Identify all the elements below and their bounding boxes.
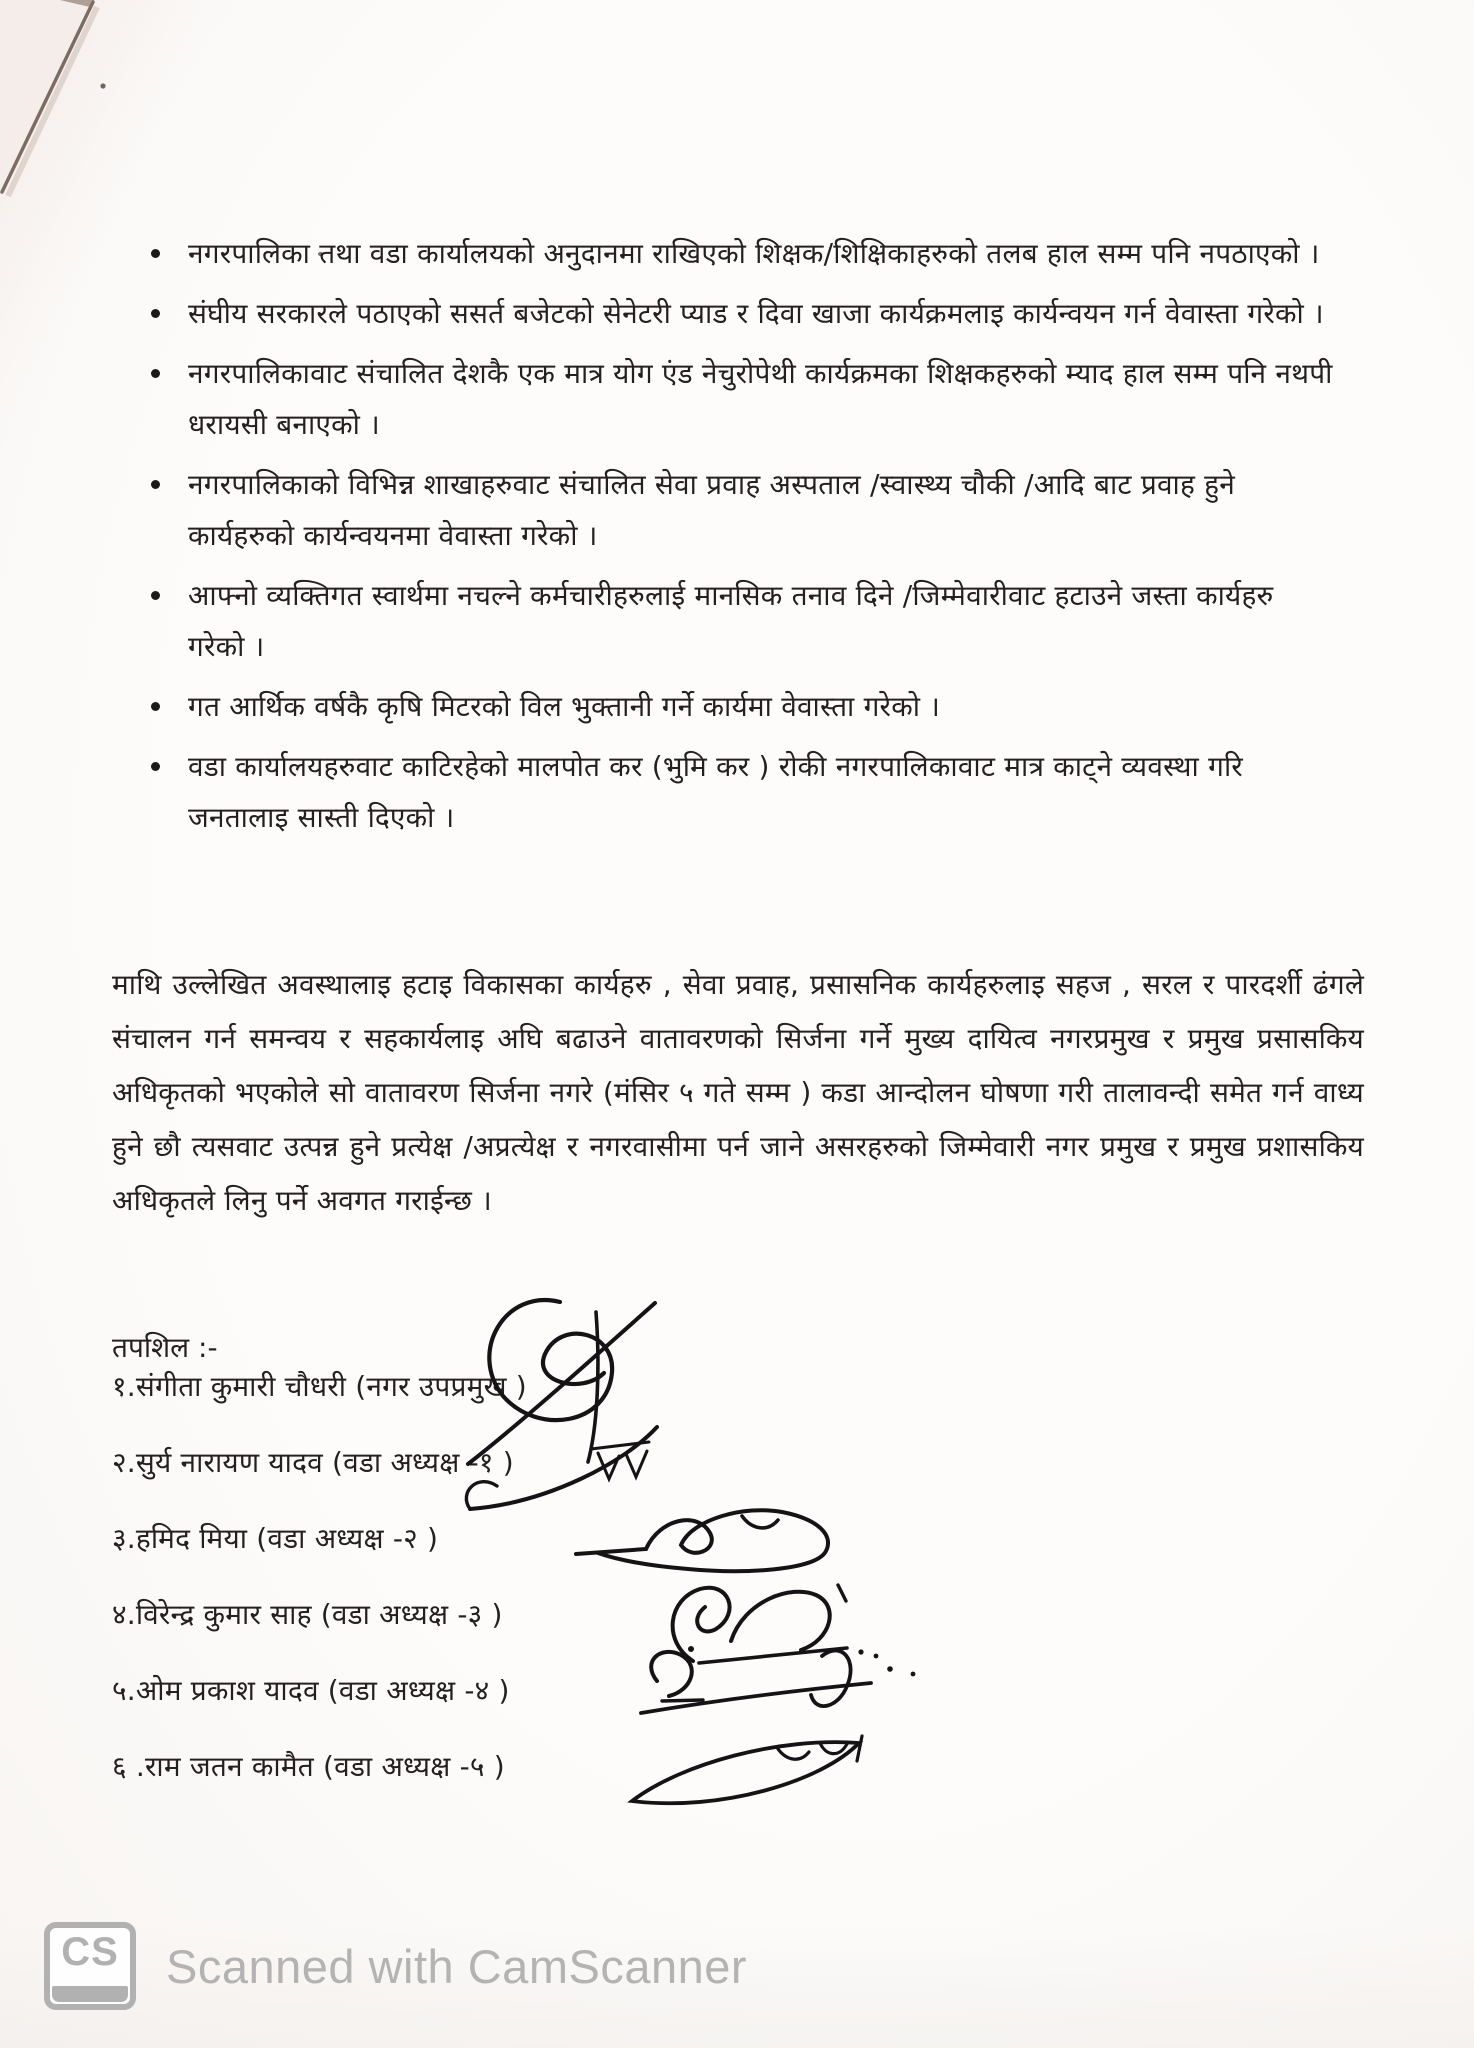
- bullet-dot: [151, 702, 160, 711]
- bullet-text: गत आर्थिक वर्षकै कृषि मिटरको विल भुक्तानी गर्ने कार्यमा वेवास्ता गरेको ।: [188, 690, 941, 723]
- bullet-item-2: [148, 288, 1338, 339]
- closing-paragraph: माथि उल्लेखित अवस्थालाइ हटाइ विकासका कार्यहरु , सेवा प्रवाह, प्रसासनिक कार्यहरुलाइ सहज , सरल र पारदर्शी ढंगले संचालन गर्न समन्वय र सहकार्यलाइ अघि बढाउने वातावरणको सिर्जना गर्ने मुख्य दायित्व नगरप्रमुख र प्रमुख प्रसासकिय अधिकृतको भएकोले सो वातावरण सिर्जना नगरे (मंसिर ५ गते सम्म ) कडा आन्दोलन घोषणा गरी तालावन्दी समेत गर्न वाध्य हुने छौ त्यसवाट उत्पन्न हुने प्रत्येक्ष /अप्रत्येक्ष र नगरवासीमा पर्न जाने असरहरुको जिम्मेवारी नगर प्रमुख र प्रमुख प्रशासकिय अधिकृतले लिनु पर्ने अवगत गराईन्छ ।: [112, 968, 1364, 1217]
- bullet-dot: [151, 762, 160, 771]
- bullet-dot: [151, 591, 160, 600]
- signatory-row-4: ४.विरेन्द्र कुमार साह (वडा अध्यक्ष -३ ): [112, 1598, 503, 1631]
- bullet-item-4: [148, 459, 1338, 561]
- details-label: तपशिल :-: [112, 1331, 218, 1364]
- fold-crease: [0, 0, 220, 240]
- bullet-dot: [151, 249, 160, 258]
- bullet-text: आफ्नो व्यक्तिगत स्वार्थमा नचल्ने कर्मचारीहरुलाई मानसिक तनाव दिने /जिम्मेवारीवाट हटाउने जस्ता कार्यहरु गरेको ।: [188, 579, 1274, 663]
- camscanner-watermark: [44, 1922, 747, 2010]
- bullet-text: नगरपालिकावाट संचालित देशकै एक मात्र योग एंड नेचुरोपेथी कार्यक्रमका शिक्षकहरुको म्याद हाल सम्म पनि नथपी धरायसी बनाएको ।: [188, 357, 1333, 441]
- cs-badge-label: CS: [61, 1930, 119, 1974]
- signatory-row-5: ५.ओम प्रकाश यादव (वडा अध्यक्ष -४ ): [112, 1674, 510, 1707]
- bullet-dot: [151, 309, 160, 318]
- bullet-item-3: [148, 348, 1338, 450]
- folded-corner: [0, 0, 94, 196]
- bullet-item-1: [148, 228, 1338, 279]
- signatory-row-3: ३.हमिद मिया (वडा अध्यक्ष -२ ): [112, 1522, 439, 1555]
- bullet-item-6: [148, 681, 1338, 732]
- bullet-item-5: [148, 570, 1338, 672]
- signatory-row-2: २.सुर्य नारायण यादव (वडा अध्यक्ष -१ ): [112, 1446, 514, 1479]
- grievance-bullet-list: [148, 228, 1338, 852]
- bullet-text: नगरपालिका तथा वडा कार्यालयको अनुदानमा राखिएको शिक्षक/शिक्षिकाहरुको तलब हाल सम्म पनि नपठाएको ।: [188, 237, 1320, 270]
- camscanner-badge-icon: [44, 1922, 136, 2010]
- signatory-row-1: १.संगीता कुमारी चौधरी (नगर उपप्रमुख ): [112, 1370, 527, 1403]
- bullet-text: संघीय सरकारले पठाएको ससर्त बजेटको सेनेटरी प्याड र दिवा खाजा कार्यक्रमलाइ कार्यन्वयन गर्न वेवास्ता गरेको ।: [188, 297, 1324, 330]
- signatory-list: [112, 1366, 812, 1822]
- signatory-row-6: ६ .राम जतन कामैत (वडा अध्यक्ष -५ ): [112, 1750, 505, 1783]
- bullet-item-7: [148, 741, 1338, 843]
- bullet-text: वडा कार्यालयहरुवाट काटिरहेको मालपोत कर (भुमि कर ) रोकी नगरपालिकावाट मात्र काट्ने व्यवस्था गरि जनतालाइ सास्ती दिएको ।: [188, 750, 1243, 834]
- bullet-dot: [151, 369, 160, 378]
- cs-badge-strip: [52, 1986, 128, 2002]
- bullet-dot: [151, 480, 160, 489]
- watermark-text: Scanned with CamScanner: [166, 1939, 748, 1993]
- bullet-text: नगरपालिकाको विभिन्न शाखाहरुवाट संचालित सेवा प्रवाह अस्पताल /स्वास्थ्य चौकी /आदि बाट प्रवाह हुने कार्यहरुको कार्यन्वयनमा वेवास्ता गरेको ।: [188, 468, 1235, 552]
